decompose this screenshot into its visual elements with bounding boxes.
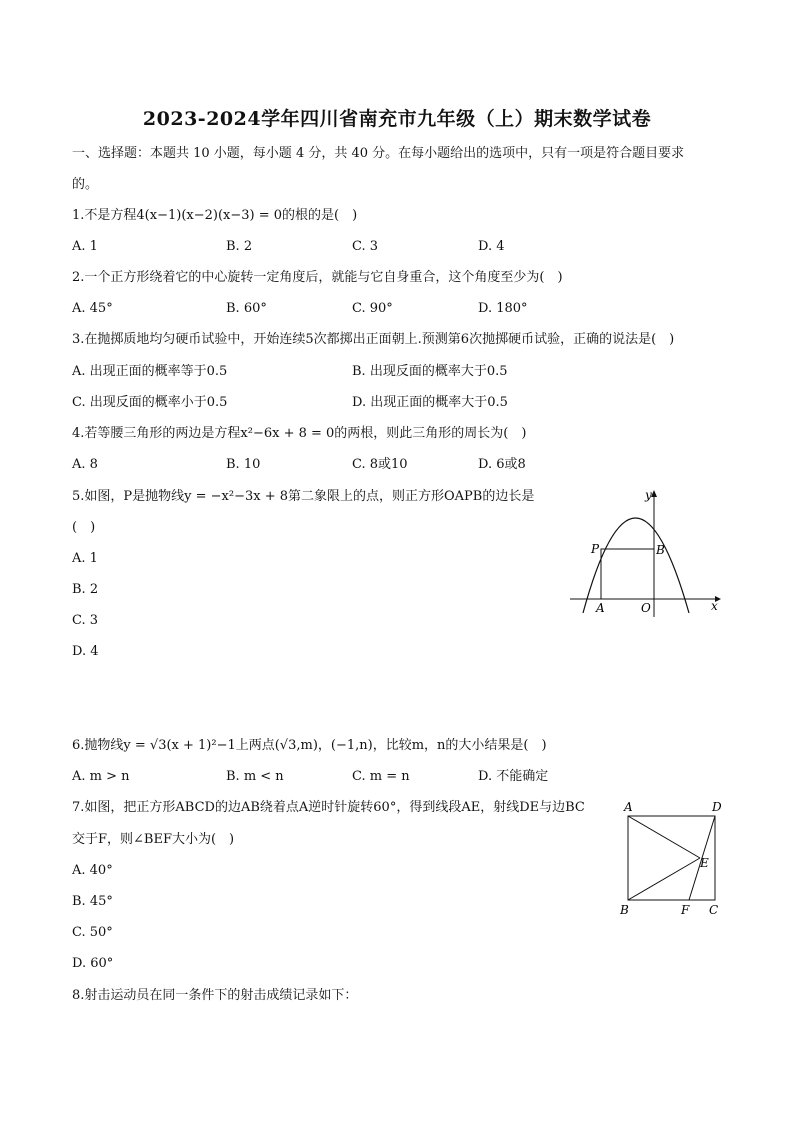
segment-be [628, 858, 700, 900]
question-4-option-a: A. 8 [72, 457, 98, 472]
question-1-stem: 1.不是方程4(x−1)(x−2)(x−3) = 0的根的是( ) [72, 208, 358, 223]
question-4-option-c: C. 8或10 [352, 457, 408, 472]
label-b: B [620, 903, 629, 917]
label-a: A [596, 601, 605, 615]
question-2-option-d: D. 180° [478, 301, 528, 316]
label-b: B [656, 543, 665, 557]
question-6-option-c: C. m = n [352, 769, 410, 784]
question-7-option-d: D. 60° [72, 956, 114, 971]
question-5-option-c: C. 3 [72, 613, 99, 628]
question-3-option-a: A. 出现正面的概率等于0.5 [72, 364, 228, 379]
label-p: P [591, 542, 600, 556]
question-5-option-d: D. 4 [72, 644, 99, 659]
question-1-option-b: B. 2 [226, 239, 253, 254]
question-1-option-d: D. 4 [478, 239, 505, 254]
question-3-option-b: B. 出现反面的概率大于0.5 [352, 364, 508, 379]
question-4-stem: 4.若等腰三角形的两边是方程x²−6x + 8 = 0的两根，则此三角形的周长为( ) [72, 426, 527, 441]
question-2-option-b: B. 60° [226, 301, 267, 316]
label-o: O [641, 601, 651, 615]
label-x: x [711, 599, 718, 613]
question-7-option-b: B. 45° [72, 894, 113, 909]
label-c: C [709, 903, 719, 917]
segment-ae [628, 816, 700, 858]
question-3-option-c: C. 出现反面的概率小于0.5 [72, 395, 228, 410]
question-7-stem-cont: 交于F，则∠BEF大小为( ) [72, 832, 235, 847]
question-1-option-a: A. 1 [72, 239, 98, 254]
question-4-option-b: B. 10 [226, 457, 261, 472]
question-5-stem-cont: ( ) [72, 520, 96, 535]
question-5-option-b: B. 2 [72, 582, 99, 597]
question-7-option-c: C. 50° [72, 925, 113, 940]
square-oapb [601, 549, 654, 599]
page-title: 2023-2024学年四川省南充市九年级（上）期末数学试卷 [142, 108, 652, 130]
question-7-stem: 7.如图，把正方形ABCD的边AB绕着点A逆时针旋转60°，得到线段AE，射线DE与边BC [72, 800, 585, 815]
label-a: A [624, 800, 633, 814]
label-f: F [681, 903, 690, 917]
question-4-option-d: D. 6或8 [478, 457, 526, 472]
question-6-option-d: D. 不能确定 [478, 769, 549, 784]
question-2-stem: 2.一个正方形绕着它的中心旋转一定角度后，就能与它自身重合，这个角度至少为( ) [72, 270, 563, 285]
question-8-stem: 8.射击运动员在同一条件下的射击成绩记录如下： [72, 988, 358, 1003]
question-6-option-b: B. m < n [226, 769, 284, 784]
label-y: y [645, 488, 652, 502]
question-5-stem: 5.如图，P是抛物线y = −x²−3x + 8第二象限上的点，则正方形OAPB的边长是 [72, 489, 535, 504]
question-3-option-d: D. 出现正面的概率大于0.5 [352, 395, 508, 410]
question-6-option-a: A. m > n [72, 769, 130, 784]
question-2-option-c: C. 90° [352, 301, 393, 316]
question-6-stem: 6.抛物线y = √3(x + 1)²−1上两点(√3,m)，(−1,n)，比较m，n的大小结果是( ) [72, 738, 547, 753]
label-d: D [712, 800, 722, 814]
question-7-option-a: A. 40° [72, 863, 113, 878]
question-2-option-a: A. 45° [72, 301, 113, 316]
question-5-option-a: A. 1 [72, 551, 98, 566]
question-3-stem: 3.在抛掷质地均匀硬币试验中，开始连续5次都掷出正面朝上.预测第6次抛掷硬币试验，正确的说法是( ) [72, 332, 675, 347]
y-axis-arrow-icon [651, 490, 657, 497]
section-instructions-line2: 的。 [72, 177, 99, 192]
question-7-figure [615, 796, 730, 921]
label-e: E [700, 856, 709, 870]
section-instructions-line1: 一、选择题：本题共 10 小题，每小题 4 分，共 40 分。在每小题给出的选项中，只有一项是符合题目要求 [72, 146, 685, 161]
question-1-option-c: C. 3 [352, 239, 379, 254]
question-5-figure [565, 485, 730, 620]
